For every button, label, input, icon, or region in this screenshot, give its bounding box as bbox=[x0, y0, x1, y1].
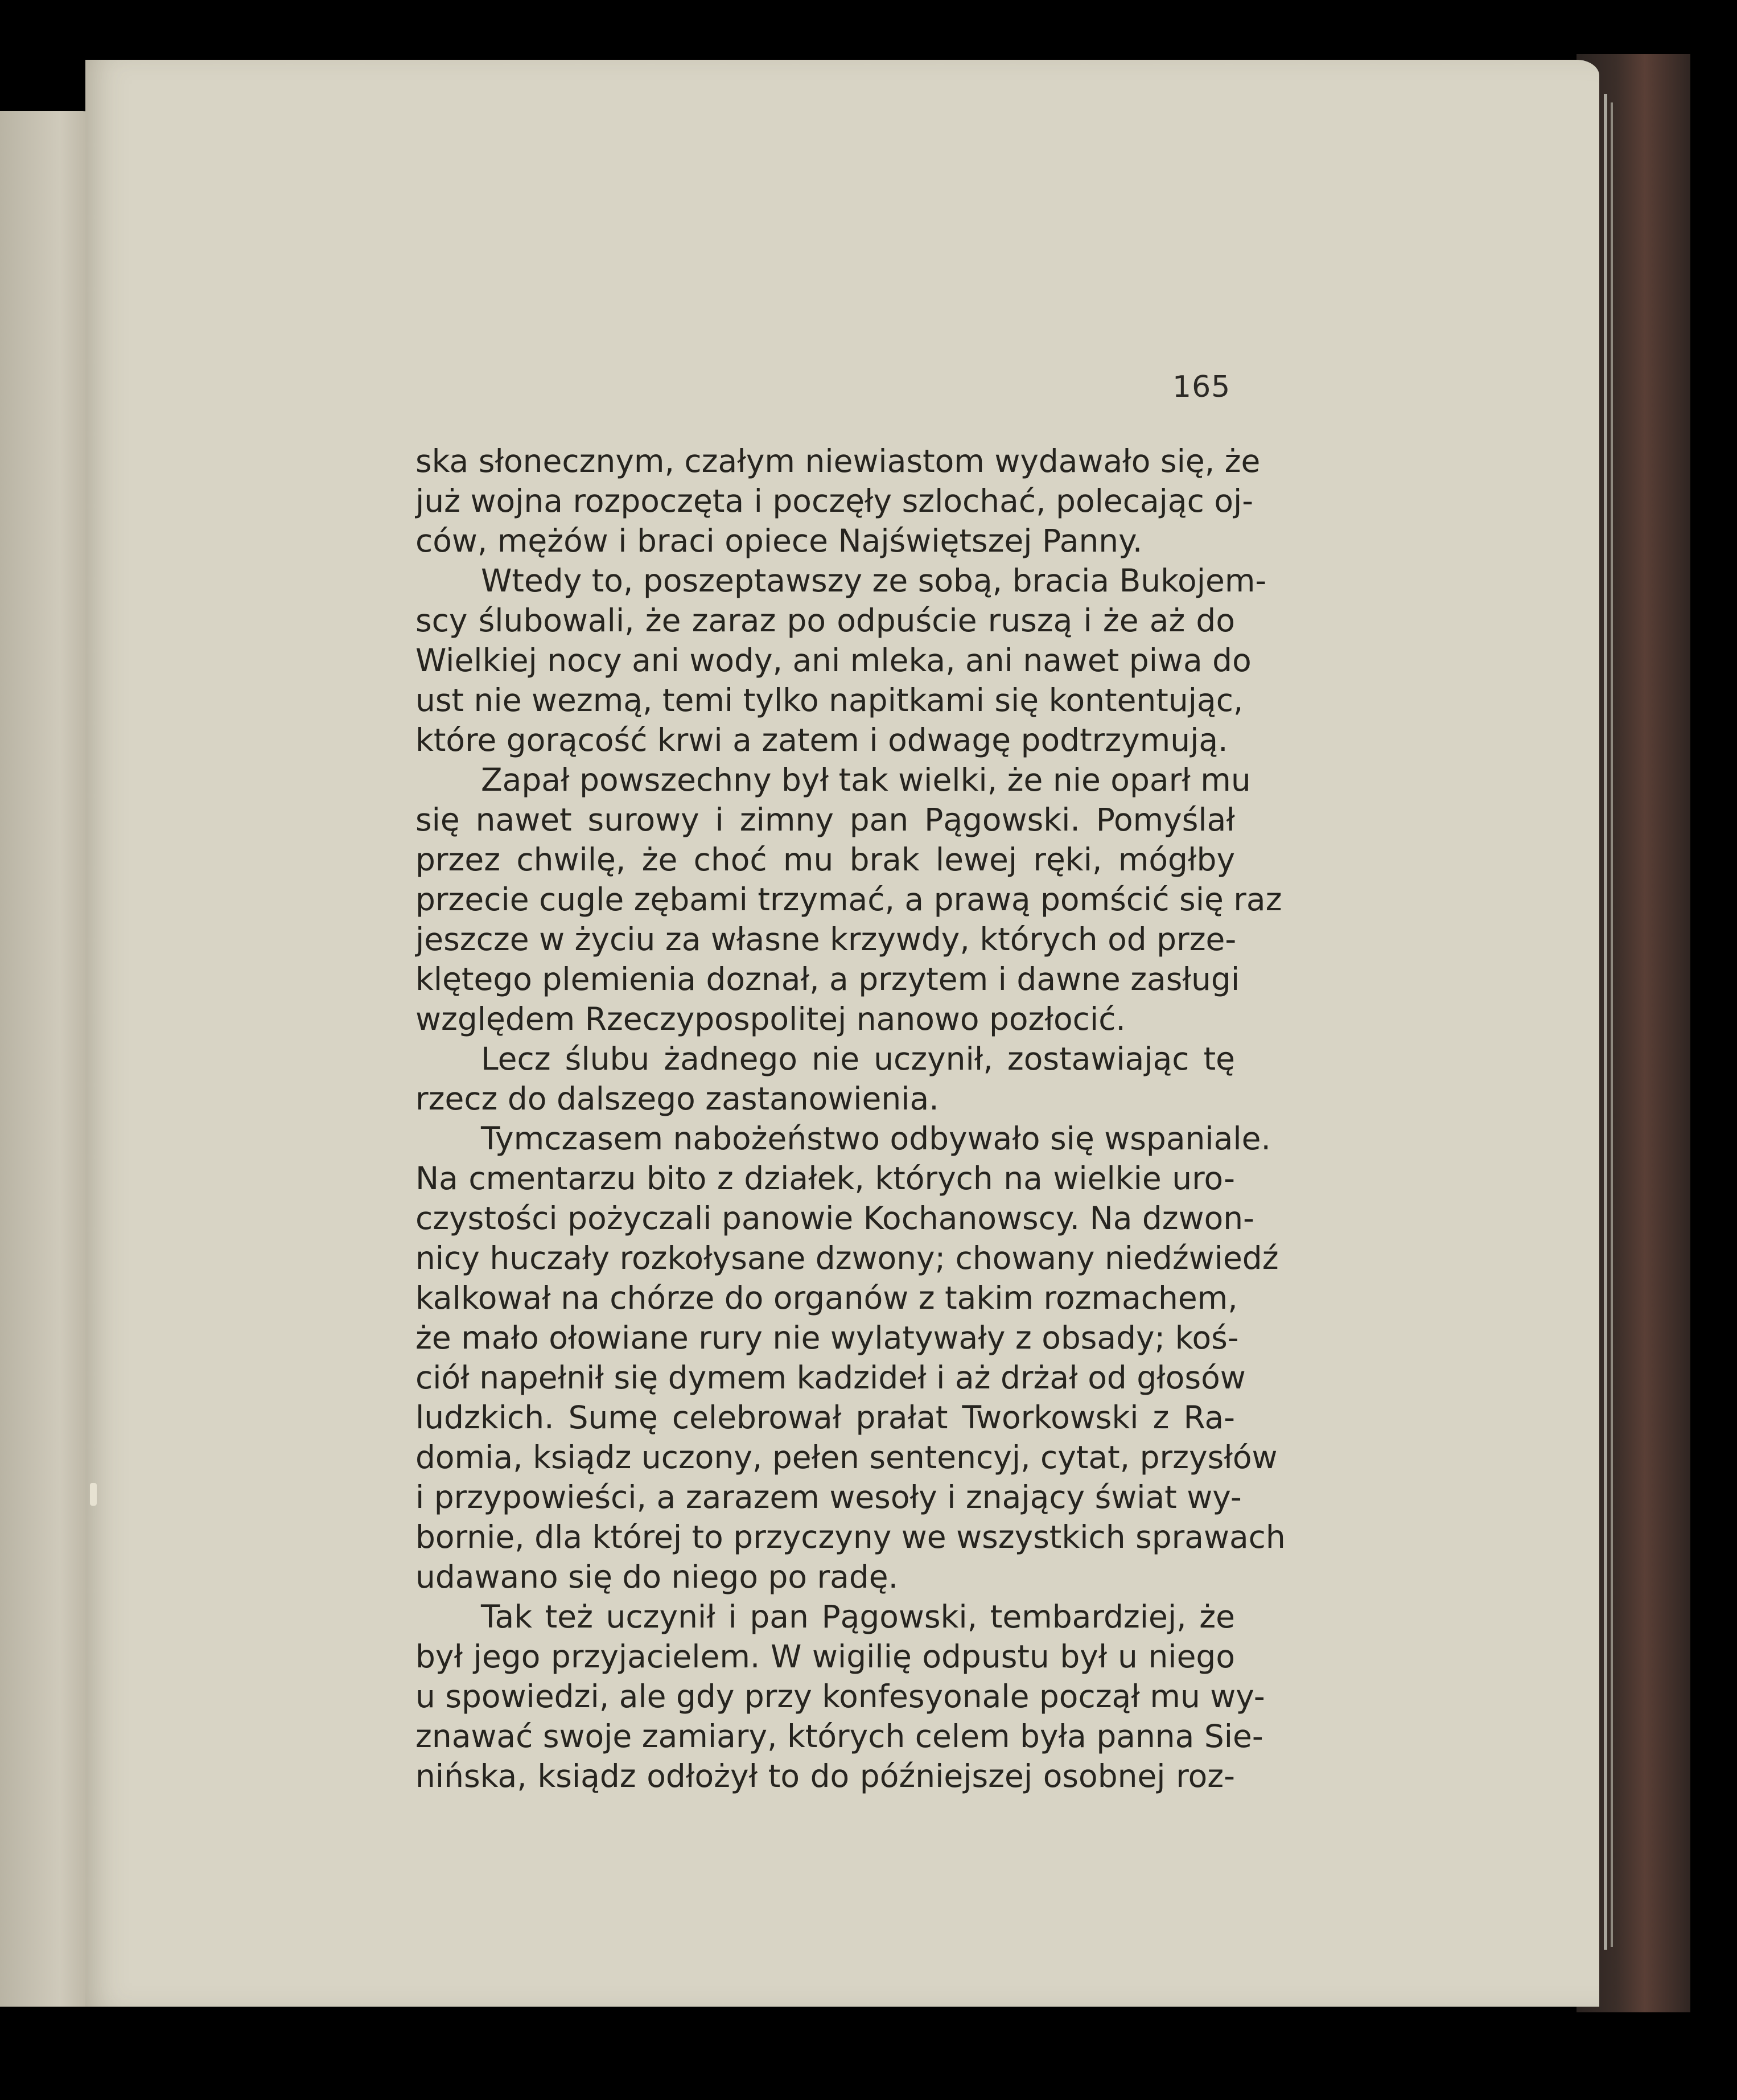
text-line: ców, mężów i braci opiece Najświętszej Panny. bbox=[415, 523, 1143, 559]
text-line: Lecz ślubu żadnego nie uczynił, zostawiając tę bbox=[481, 1041, 1235, 1077]
text-line: Tak też uczynił i pan Pągowski, tembardziej, że bbox=[481, 1598, 1235, 1635]
text-line: nicy huczały rozkołysane dzwony; chowany niedźwiedź bbox=[415, 1240, 1279, 1276]
text-line: scy ślubowali, że zaraz po odpuście ruszą i że aż do bbox=[415, 602, 1235, 639]
left-page-edge bbox=[0, 111, 100, 2007]
text-line: nińska, ksiądz odłożył to do późniejszej osobnej roz- bbox=[415, 1758, 1235, 1794]
text-line: kalkował na chórze do organów z takim rozmachem, bbox=[415, 1280, 1238, 1316]
bookmark-tab bbox=[90, 1483, 97, 1506]
text-line: ludzkich. Sumę celebrował prałat Tworkowski z Ra- bbox=[415, 1399, 1235, 1436]
text-line: przez chwilę, że choć mu brak lewej ręki, mógłby bbox=[415, 841, 1235, 878]
body-text bbox=[415, 441, 1286, 1796]
text-line: Wielkiej nocy ani wody, ani mleka, ani nawet piwa do bbox=[415, 642, 1252, 679]
page-number: 165 bbox=[1172, 370, 1231, 404]
text-line: domia, ksiądz uczony, pełen sentencyj, cytat, przysłów bbox=[415, 1439, 1278, 1476]
text-line: które gorącość krwi a zatem i odwagę podtrzymują. bbox=[415, 722, 1228, 758]
page-edge-stripe bbox=[1604, 94, 1607, 1950]
text-line: udawano się do niego po radę. bbox=[415, 1559, 899, 1595]
text-line: że mało ołowiane rury nie wylatywały z obsady; koś- bbox=[415, 1320, 1239, 1356]
text-line: czystości pożyczali panowie Kochanowscy. Na dzwon- bbox=[415, 1200, 1255, 1236]
text-line: już wojna rozpoczęta i poczęły szlochać, polecając oj- bbox=[415, 483, 1254, 519]
text-line: Na cmentarzu bito z działek, których na wielkie uro- bbox=[415, 1160, 1235, 1197]
page-edge-stripe bbox=[1611, 102, 1613, 1947]
text-line: ciół napełnił się dymem kadzideł i aż drżał od głosów bbox=[415, 1359, 1246, 1396]
text-line: ska słonecznym, czałym niewiastom wydawało się, że bbox=[415, 443, 1261, 479]
text-line: Wtedy to, poszeptawszy ze sobą, bracia Bukojem- bbox=[481, 562, 1267, 599]
text-line: jeszcze w życiu za własne krzywdy, których od prze- bbox=[415, 921, 1237, 957]
text-line: Tymczasem nabożeństwo odbywało się wspaniale. bbox=[481, 1120, 1271, 1157]
text-line: się nawet surowy i zimny pan Pągowski. Pomyślał bbox=[415, 802, 1235, 838]
text-line: i przypowieści, a zarazem wesoły i znający świat wy- bbox=[415, 1479, 1242, 1515]
text-line: rzecz do dalszego zastanowienia. bbox=[415, 1080, 939, 1117]
text-line: bornie, dla której to przyczyny we wszystkich sprawach bbox=[415, 1519, 1286, 1555]
text-line: u spowiedzi, ale gdy przy konfesyonale począł mu wy- bbox=[415, 1678, 1265, 1715]
book-page bbox=[85, 60, 1599, 2007]
text-line: znawać swoje zamiary, których celem była panna Sie- bbox=[415, 1718, 1263, 1754]
text-line: względem Rzeczypospolitej nanowo pozłocić. bbox=[415, 1001, 1126, 1037]
text-line: klętego plemienia doznał, a przytem i dawne zasługi bbox=[415, 961, 1240, 997]
text-line: był jego przyjacielem. W wigilię odpustu był u niego bbox=[415, 1638, 1235, 1675]
text-line: Zapał powszechny był tak wielki, że nie oparł mu bbox=[481, 762, 1251, 798]
text-line: ust nie wezmą, temi tylko napitkami się kontentując, bbox=[415, 682, 1244, 718]
text-line: przecie cugle zębami trzymać, a prawą pomścić się raz bbox=[415, 881, 1282, 918]
